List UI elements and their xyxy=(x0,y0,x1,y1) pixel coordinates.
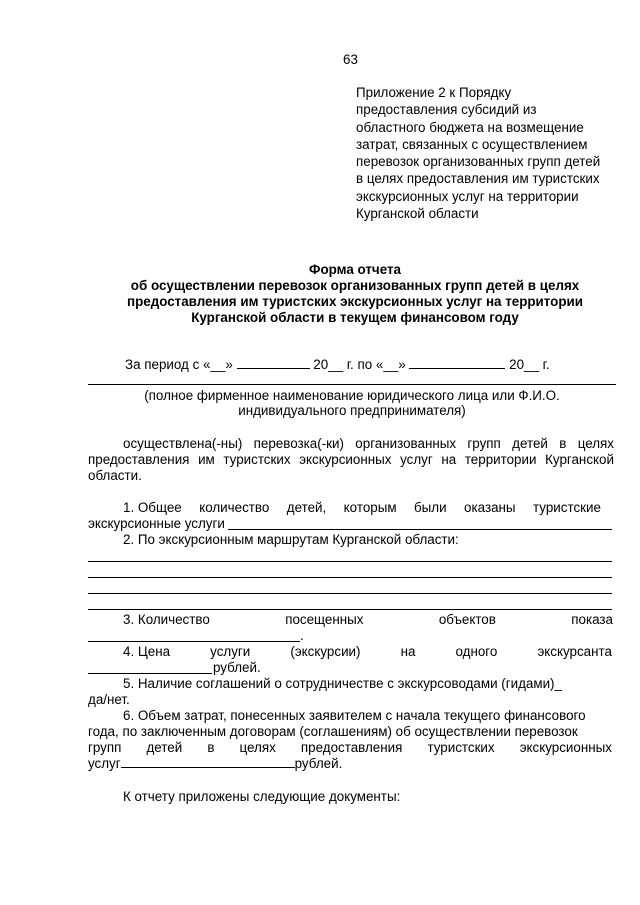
period-blank-1[interactable] xyxy=(237,357,310,369)
word: им xyxy=(198,452,215,467)
word: были xyxy=(414,500,447,515)
item6-label: услуг xyxy=(88,756,121,771)
item6-line2: года, по заключенным договорам (соглашениям) об осуществлении перевозок xyxy=(88,724,578,739)
word: 1. Общее xyxy=(123,500,182,515)
word: на xyxy=(400,644,416,659)
word: (экскурсии) xyxy=(290,644,361,659)
item6-line1: 6. Объем затрат, понесенных заявителем с начала текущего финансового xyxy=(123,708,586,723)
item6-blank[interactable] xyxy=(121,756,295,768)
item6-line3 xyxy=(88,740,612,755)
word: объектов xyxy=(438,612,496,627)
word: туристских xyxy=(427,740,495,755)
word: количество xyxy=(199,500,270,515)
word: осуществлена(-ны) xyxy=(123,436,243,451)
intro-line2 xyxy=(88,452,614,467)
item5-line2: да/нет. xyxy=(88,692,130,707)
item4-blank[interactable] xyxy=(88,673,212,674)
form-title: Форма отчета xyxy=(309,262,401,277)
annex-line: перевозок организованных групп детей xyxy=(356,154,601,170)
period-line xyxy=(125,357,550,372)
item4-end: рублей. xyxy=(213,660,261,675)
word: одного xyxy=(455,644,498,659)
form-subtitle-line3: Курганской области в текущем финансовом году xyxy=(191,310,519,325)
org-caption-line2: индивидуального предпринимателя) xyxy=(238,403,466,418)
word: посещенных xyxy=(285,612,364,627)
route-line-4[interactable] xyxy=(88,609,612,610)
intro-line1 xyxy=(123,436,614,451)
word: в xyxy=(559,436,567,451)
attached-docs-label: К отчету приложены следующие документы: xyxy=(123,789,401,804)
period-blank-2[interactable] xyxy=(409,357,505,369)
item1-line2 xyxy=(88,516,225,531)
word: Курганской xyxy=(545,452,614,467)
word: экскурсионных xyxy=(519,740,612,755)
word: перевозка(-ки) xyxy=(253,436,344,451)
route-line-2[interactable] xyxy=(88,577,612,578)
annex-line: затрат, связанных с осуществлением xyxy=(356,136,588,152)
word: 4. Цена xyxy=(123,644,171,659)
word: детей xyxy=(146,740,183,755)
annex-block xyxy=(356,84,636,222)
item1-blank[interactable] xyxy=(228,529,612,530)
word: услуг xyxy=(400,452,433,467)
item3-end: . xyxy=(300,628,304,643)
period-to: 20__ г. по «__» xyxy=(313,357,406,372)
word: на xyxy=(441,452,457,467)
item6-line4 xyxy=(88,756,342,771)
route-line-1[interactable] xyxy=(88,561,612,562)
word: предоставления xyxy=(300,740,403,755)
word: 3. Количество xyxy=(123,612,210,627)
word: целях xyxy=(577,436,614,451)
item1-text: экскурсионные услуги xyxy=(88,516,225,531)
word: оказаны xyxy=(464,500,516,515)
word: предоставления xyxy=(88,452,190,467)
word: целях xyxy=(239,740,276,755)
period-from: За период с «__» xyxy=(125,357,233,372)
route-line-3[interactable] xyxy=(88,593,612,594)
word: в xyxy=(207,740,215,755)
word: групп xyxy=(88,740,122,755)
word: групп xyxy=(467,436,501,451)
org-caption-line1: (полное фирменное наименование юридического лица или Ф.И.О. xyxy=(144,388,560,403)
form-subtitle-line1: об осуществлении перевозок организованных групп детей в целях xyxy=(130,278,580,293)
word: экскурсионных xyxy=(299,452,392,467)
word: территории xyxy=(464,452,537,467)
annex-line: экскурсионных услуг на территории xyxy=(356,188,579,204)
item1-line1 xyxy=(123,500,601,515)
org-name-line[interactable] xyxy=(88,384,616,385)
word: туристских xyxy=(223,452,291,467)
word: детей xyxy=(512,436,548,451)
item4-line1 xyxy=(123,644,612,659)
word: туристские xyxy=(533,500,601,515)
page-number: 63 xyxy=(343,52,358,67)
annex-line: областного бюджета на возмещение xyxy=(356,119,584,135)
word: услуги xyxy=(210,644,251,659)
item2-label: 2. По экскурсионным маршрутам Курганской области: xyxy=(123,532,459,547)
item3-blank[interactable] xyxy=(88,641,300,642)
annex-line: Приложение 2 к Порядку xyxy=(356,85,512,100)
word: детей, xyxy=(286,500,327,515)
word: экскурсанта xyxy=(537,644,612,659)
item5-line1: 5. Наличие соглашений о сотрудничестве с экскурсоводами (гидами)_ xyxy=(123,676,562,691)
item3-line1 xyxy=(123,612,613,627)
item6-end: рублей. xyxy=(294,756,343,771)
word: показа xyxy=(571,612,613,627)
annex-lines xyxy=(356,84,636,222)
annex-line: в целях предоставления им туристских xyxy=(356,171,600,187)
annex-line: Курганской области xyxy=(356,206,479,222)
intro-line3: области. xyxy=(88,468,142,483)
word: организованных xyxy=(355,436,457,451)
word: которым xyxy=(343,500,397,515)
annex-line: предоставления субсидий из xyxy=(356,102,537,118)
period-year: 20__ г. xyxy=(509,357,550,372)
form-subtitle-line2: предоставления им туристских экскурсионных услуг на территории xyxy=(126,294,583,309)
